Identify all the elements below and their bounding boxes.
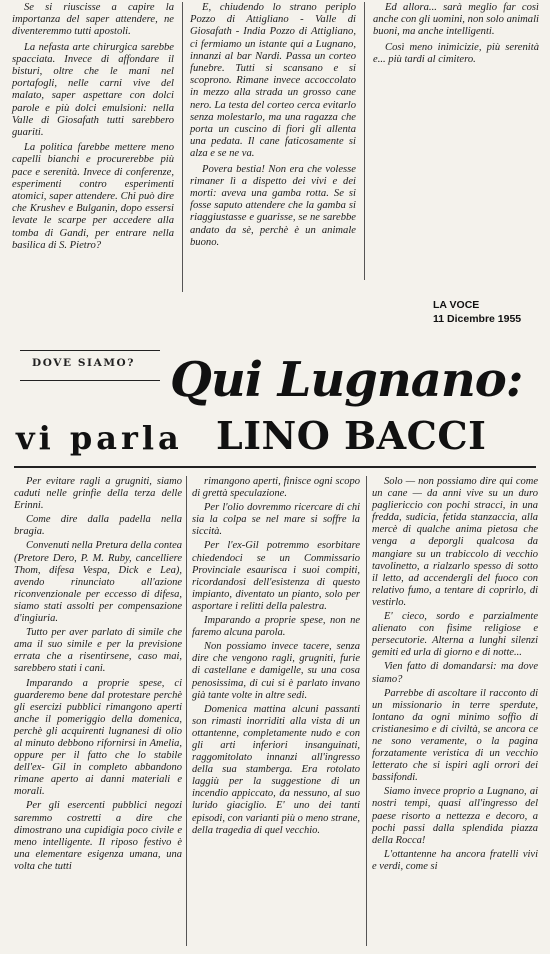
top-col2-paragraph-2: Povera bestia! Non era che volesse rimaner lì a dispetto dei vivi e dei morti: aveva una gamba rotta. Se si fosse saputo attendere che la gamba si riaggiustasse e guarisse, se ne sarebbe andato da sè, perchè è un animale buono.	[190, 163, 356, 248]
bottom-col3-paragraph-4: Parrebbe di ascoltare il racconto di un missionario in terre sperdute, lontano da ogni minimo soffio di cristianesimo e di civiltà, se ancora ce ne sono veramente, o la pagina forzatamente veristica di un vecchio letterato che si ispiri agli orrori dei bassifondi.	[372, 687, 538, 784]
headline-rule-top	[20, 350, 160, 351]
credit-date: 11 Dicembre 1955	[433, 313, 522, 325]
headline-rule-bottom	[14, 466, 536, 468]
bottom-col1-paragraph-3: Convenuti nella Pretura della contea (Pretore Dero, P. M. Ruby, cancelliere Thom, difesa Vespa, Dick e Lea), avendo rinunciato all'azione riconvenzionale per eccesso di difesa, siamo stati assolti per compensazione d'ingiuria.	[14, 540, 182, 625]
bottom-col1-paragraph-1: Per evitare ragli a grugniti, siamo caduti nelle grinfie della terza delle Erinni.	[14, 476, 182, 512]
top-article-column-3	[373, 2, 539, 69]
bottom-col2-paragraph-5: Non possiamo invece tacere, senza dire che vengono ragli, grugniti, furie di castellane e damigelle, su una cosa penosissima, di cui si è parlato invano già tante volte in altre sedi.	[192, 641, 360, 701]
credit-source: LA VOCE	[433, 299, 480, 311]
headline-author-name: LINO BACCI	[216, 413, 487, 458]
top-col3-paragraph-1: Ed allora... sarà meglio far così anche con gli uomini, non solo animali buoni, ma anche intelligenti.	[373, 2, 539, 38]
top-col2-paragraph-1: E, chiudendo lo strano periplo Pozzo di Attigliano - Valle di Giosafath - India Pozzo di Attigliano, ci fermiamo un istante qui a Lugnano, innanzi al bar Nardi. Passa un corteo funebre. Tutti si scansano e si scoprono. Rimane invece accoccolato in mezzo alla strada un grosso cane nero. La testa del corteo cerca evitarlo senza molestarlo, ma una ragazza che porta un cuscino di fiori gli allenta una pedata. Il cane faticosamente si alza e se ne va.	[190, 2, 356, 160]
source-credit	[433, 298, 521, 326]
bottom-col3-paragraph-1: Solo — non possiamo dire qui come un cane — da anni vive su un duro pagliericcio con pochi stracci, in una fredda, sudicia, fetida stanzaccia, alla mercè di qualche anima pietosa che venga a deporgli qualcosa da mangiare su un trabiccolo di vecchio tavolinetto, a rialzarlo spesso di sotto il letto, ad accendergli del fuoco con relativo fumo, a tentare di coprirlo, di vestirlo.	[372, 476, 538, 608]
bottom-article-column-1	[14, 476, 182, 875]
bottom-col2-paragraph-2: Per l'olio dovremmo ricercare di chi sia la colpa se nel mare si soffre la siccità.	[192, 502, 360, 538]
bottom-col2-paragraph-4: Imparando a proprie spese, non ne faremo alcuna parola.	[192, 615, 360, 639]
top-col1-paragraph-2: La nefasta arte chirurgica sarebbe spacciata. Invece di affondare il bisturi, oltre che le mani nel portafogli, nelle carni vive del malato, saper aspettare con dolci parole e più dolci emulsioni: nella Valle di Giosafath tutti sarebbero guariti.	[12, 41, 174, 139]
column-divider	[366, 476, 367, 946]
column-divider	[364, 2, 365, 280]
bottom-col2-paragraph-3: Per l'ex-Gil potremmo esorbitare chiedendoci se un Commissario Provinciale esaurisca i suoi compiti, ricordandosi dell'esistenza di questo impianto, diventato un pianto, solo per asportare i relitti della palestra.	[192, 540, 360, 612]
bottom-col2-paragraph-6: Domenica mattina alcuni passanti son rimasti inorriditi alla vista di un ottantenne, completamente nudo e con gli arti inferiori insanguinati, raggomitolato innanzi all'ingresso della sua stamberga. Era rotolato laggiù per la suggestione di un incendio appiccato, da nessuno, al suo lurido giaciglio. E' uno dei tanti episodi, con varianti più o meno strane, della tragedia di quel vecchio.	[192, 703, 360, 836]
top-article-column-1	[12, 2, 174, 255]
bottom-article-column-3	[372, 476, 538, 875]
column-divider	[186, 476, 187, 946]
column-divider	[182, 2, 183, 292]
headline-main: Qui Lugnano:	[170, 352, 523, 408]
bottom-col1-paragraph-2: Come dire dalla padella nella bragia.	[14, 514, 182, 538]
headline-kicker: DOVE SIAMO?	[32, 357, 136, 369]
headline-rule-middle	[20, 380, 160, 381]
top-article-column-2	[190, 2, 356, 252]
bottom-col2-paragraph-1: rimangono aperti, finisce ogni scopo di grettà speculazione.	[192, 476, 360, 500]
bottom-col1-paragraph-4: Tutto per aver parlato di simile che ama il suo simile e per la previsione errata che a risentirsene, caso mai, sarebbero stati i cani.	[14, 627, 182, 675]
top-col3-paragraph-2: Così meno inimicizie, più serenità e... più tardi al cimitero.	[373, 41, 539, 65]
bottom-col3-paragraph-3: Vien fatto di domandarsi: ma dove siamo?	[372, 661, 538, 685]
bottom-col3-paragraph-2: E' cieco, sordo e parzialmente alienato con fisime religiose e persecutorie. Alterna a lunghi silenzi gemiti ed urla di giorno e di notte...	[372, 611, 538, 659]
bottom-col1-paragraph-5: Imparando a proprie spese, ci guarderemo bene dal protestare perchè gli esercizi pubblici rimangono aperti anche il pomeriggio della domenica, perchè gli acquirenti lugnanesi di olio al minuto debbono rifornirsi in Amelia, oppure per il fatto che lo stabile dell'ex- Gil in completo abbandono rimane aperto ai danni materiali e morali.	[14, 677, 182, 798]
top-col1-paragraph-1: Se si riuscisse a capire la importanza del saper attendere, ne diventeremmo tutti apostoli.	[12, 2, 174, 38]
bottom-col3-paragraph-5: Siamo invece proprio a Lugnano, ai nostri tempi, quasi all'ingresso del paese risorto a nettezza e decoro, a pochi passi dalla splendida piazza della Rocca!	[372, 786, 538, 846]
bottom-col3-paragraph-6: L'ottantenne ha ancora fratelli vivi e verdi, come si	[372, 848, 538, 872]
bottom-article-column-2	[192, 476, 360, 839]
headline-sub-prefix: vi parla	[16, 419, 183, 457]
bottom-col1-paragraph-6: Per gli esercenti pubblici negozi saremmo costretti a dire che dimostrano una cupidigia poco civile e meno intelligente. Il riposo festivo è una elementare esigenza umana, una volta che tutti	[14, 800, 182, 872]
top-col1-paragraph-3: La politica farebbe mettere meno capelli bianchi e procurerebbe più pace e serenità. Invece di conferenze, esperimenti contro esperimenti atomici, saper attendere. Chi può dire che Krushev e Bulganin, dopo essersi levate le scarpe per accedere alla tomba di Gandi, per entrare nella basilica di S. Pietro?	[12, 142, 174, 251]
